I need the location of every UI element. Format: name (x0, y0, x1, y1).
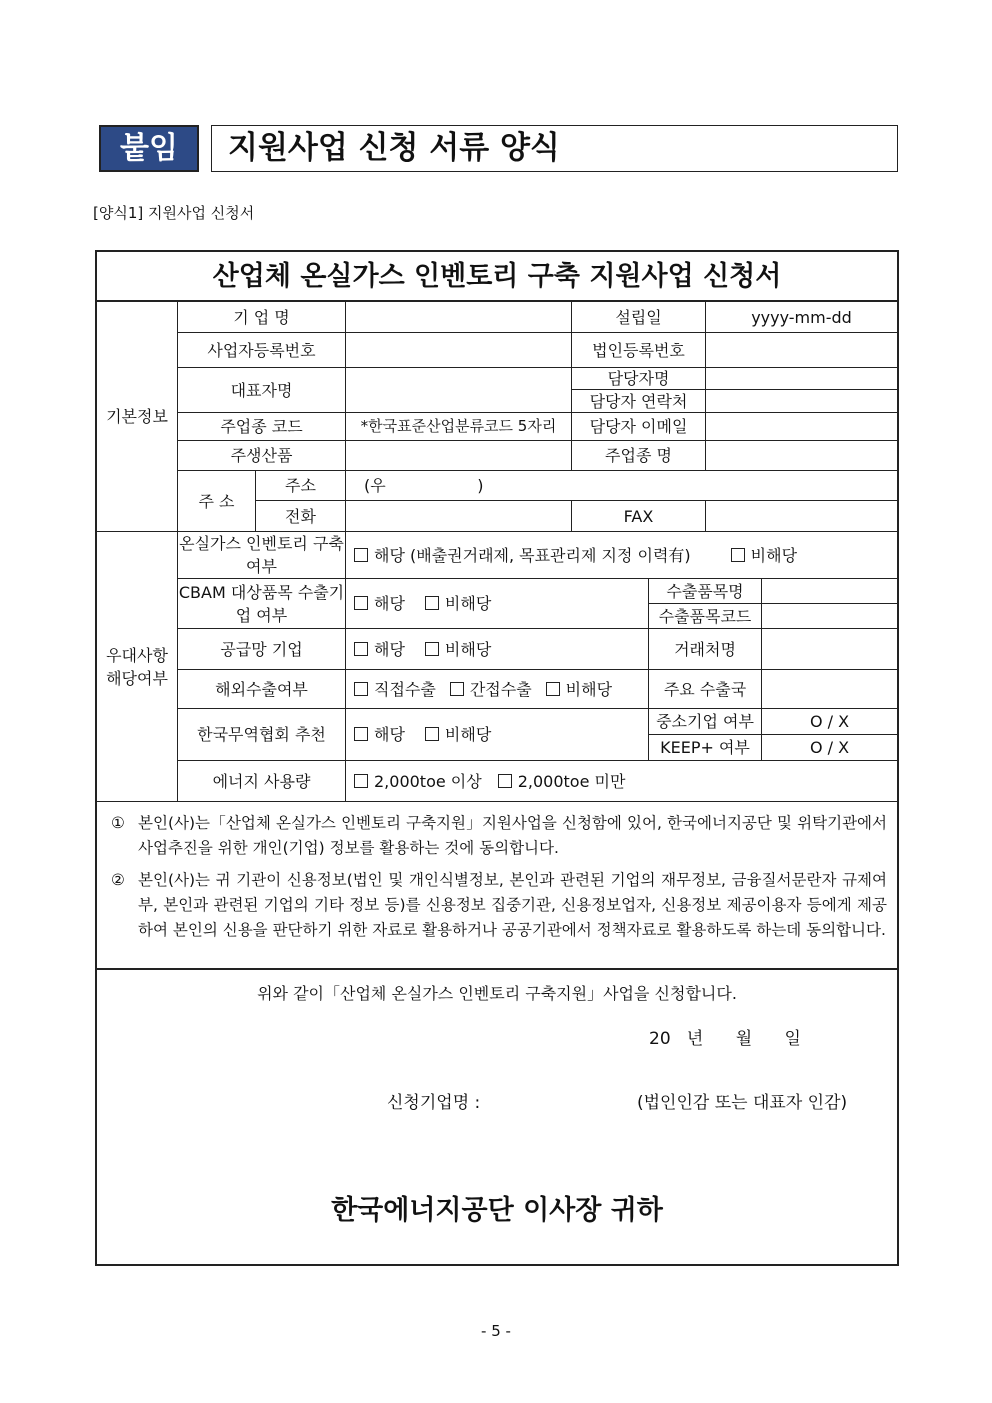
supply-yes-checkbox[interactable] (354, 642, 368, 656)
applicant-label: 신청기업명 : (387, 1093, 481, 1113)
ceo-name-label: 대표자명 (178, 368, 346, 413)
sme-ox-field[interactable]: O / X (762, 709, 897, 735)
form-label: [양식1] 지원사업 신청서 (93, 204, 255, 222)
keep-ox-field[interactable]: O / X (762, 735, 897, 761)
export-item-name-label: 수출품목명 (649, 579, 762, 604)
supply-chain-label: 공급망 기업 (178, 629, 346, 670)
kita-recommend-label: 한국무역협회 추천 (178, 709, 346, 761)
ghg-inventory-options: 해당 (배출권거래제, 목표관리제 지정 이력有) 비해당 (346, 532, 897, 579)
overseas-export-options: 직접수출 간접수출 비해당 (346, 670, 649, 709)
ghg-no-checkbox[interactable] (731, 548, 745, 562)
basic-info-section-label: 기본정보 (97, 302, 178, 532)
application-form (95, 250, 899, 1266)
energy-under-checkbox[interactable] (498, 774, 512, 788)
kita-yes-checkbox[interactable] (354, 727, 368, 741)
energy-usage-options: 2,000toe 이상 2,000toe 미만 (346, 761, 897, 802)
industry-code-label: 주업종 코드 (178, 413, 346, 441)
page-number: - 5 - (481, 1322, 511, 1340)
industry-name-label: 주업종 명 (572, 441, 706, 471)
ghg-inventory-label: 온실가스 인벤토리 구축 여부 (178, 532, 346, 579)
cbam-label: CBAM 대상품목 수출기업 여부 (178, 579, 346, 629)
kita-no-checkbox[interactable] (425, 727, 439, 741)
export-item-code-field[interactable] (762, 604, 897, 629)
fax-label: FAX (572, 501, 706, 532)
contact-phone-label: 담당자 연락처 (572, 390, 706, 413)
main-product-label: 주생산품 (178, 441, 346, 471)
main-export-country-label: 주요 수출국 (649, 670, 762, 709)
contact-name-label: 담당자명 (572, 368, 706, 390)
main-export-country-field[interactable] (762, 670, 897, 709)
cbam-no-checkbox[interactable] (425, 596, 439, 610)
phone-label: 전화 (256, 501, 346, 532)
attachment-badge: 붙임 (99, 125, 199, 172)
company-name-field[interactable] (346, 302, 572, 333)
corp-reg-no-field[interactable] (706, 333, 897, 368)
export-item-code-label: 수출품목코드 (649, 604, 762, 629)
address-group-label: 주 소 (178, 471, 256, 532)
keep-label: KEEP+ 여부 (649, 735, 762, 761)
kita-options: 해당 비해당 (346, 709, 649, 761)
industry-name-field[interactable] (706, 441, 897, 471)
address-field[interactable]: (우 ) (346, 471, 897, 501)
export-item-name-field[interactable] (762, 579, 897, 604)
energy-over-checkbox[interactable] (354, 774, 368, 788)
priority-section-label: 우대사항 해당여부 (97, 532, 178, 802)
contact-phone-field[interactable] (706, 390, 897, 413)
fax-field[interactable] (706, 501, 897, 532)
supply-chain-options: 해당 비해당 (346, 629, 649, 670)
consent-section (97, 802, 897, 970)
contact-name-field[interactable] (706, 368, 897, 390)
main-product-field[interactable] (346, 441, 572, 471)
cbam-options: 해당 비해당 (346, 579, 649, 629)
founding-date-field[interactable]: yyyy-mm-dd (706, 302, 897, 333)
company-name-label: 기 업 명 (178, 302, 346, 333)
sme-label: 중소기업 여부 (649, 709, 762, 735)
business-reg-no-label: 사업자등록번호 (178, 333, 346, 368)
address-label: 주소 (256, 471, 346, 501)
indirect-export-checkbox[interactable] (450, 682, 464, 696)
energy-usage-label: 에너지 사용량 (178, 761, 346, 802)
cbam-yes-checkbox[interactable] (354, 596, 368, 610)
form-title: 산업체 온실가스 인벤토리 구축 지원사업 신청서 (97, 252, 897, 302)
ceo-name-field[interactable] (346, 368, 572, 413)
consent-item-1: ① 본인(사)는「산업체 온실가스 인벤토리 구축지원」지원사업을 신청함에 있어, 한국에너지공단 및 위탁기관에서 사업추진을 위한 개인(기업) 정보를 활용하는 것에 동의합니다. (111, 814, 887, 857)
direct-export-checkbox[interactable] (354, 682, 368, 696)
consent-item-2: ② 본인(사)는 귀 기관이 신용정보(법인 및 개인식별정보, 본인과 관련된 기업의 재무정보, 금융질서문란자 규제여부, 본인과 관련된 기업의 기타 정보 등)를 신용정보 집중기관, 신용정보업자, 신용정보 제공이용자 등에게 제공하여 본인의 신용을 판단하기 위한 자료로 활용하거나 공공기관에서 정책자료로 활용하도록 하는데 동의합니다. (111, 871, 887, 939)
overseas-export-label: 해외수출여부 (178, 670, 346, 709)
contact-email-label: 담당자 이메일 (572, 413, 706, 441)
addressee: 한국에너지공단 이사장 귀하 (331, 1195, 663, 1226)
founding-date-label: 설립일 (572, 302, 706, 333)
business-reg-no-field[interactable] (346, 333, 572, 368)
client-name-label: 거래처명 (649, 629, 762, 670)
export-no-checkbox[interactable] (546, 682, 560, 696)
date-line: 20 년 월 일 (649, 1029, 801, 1049)
phone-field[interactable] (346, 501, 572, 532)
supply-no-checkbox[interactable] (425, 642, 439, 656)
page-title: 지원사업 신청 서류 양식 (211, 125, 898, 172)
corp-reg-no-label: 법인등록번호 (572, 333, 706, 368)
declaration: 위와 같이「산업체 온실가스 인벤토리 구축지원」사업을 신청합니다. (257, 984, 737, 1003)
ghg-yes-checkbox[interactable] (354, 548, 368, 562)
client-name-field[interactable] (762, 629, 897, 670)
contact-email-field[interactable] (706, 413, 897, 441)
industry-code-field[interactable]: *한국표준산업분류코드 5자리 (346, 413, 572, 441)
seal-note: (법인인감 또는 대표자 인감) (637, 1093, 848, 1113)
